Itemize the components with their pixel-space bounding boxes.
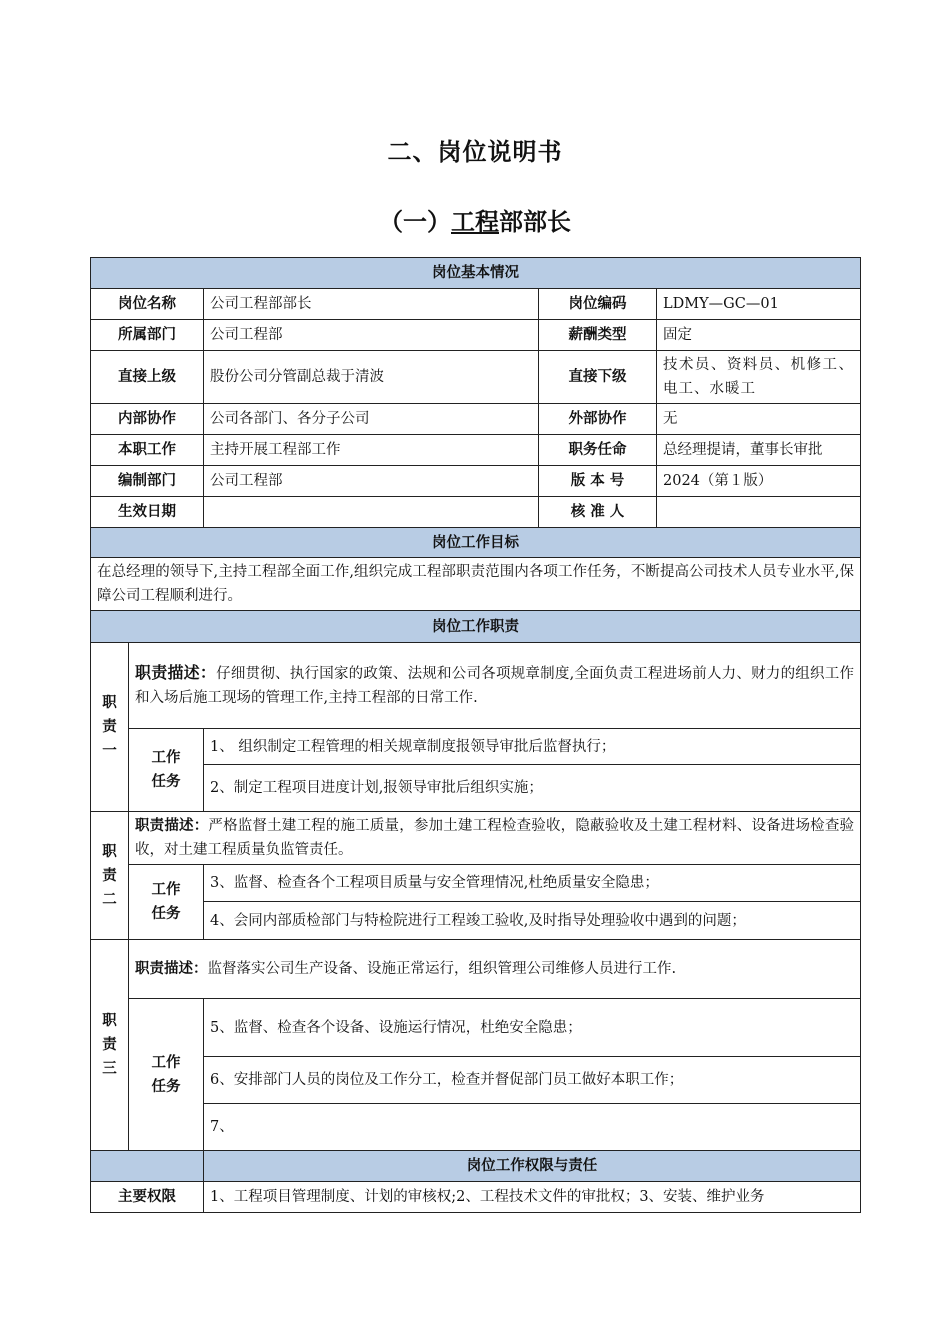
duty-description — [129, 940, 861, 999]
subtitle-suffix: 部部长 — [499, 208, 571, 236]
subtitle-department: 工程 — [451, 208, 499, 236]
task-label-text: 工作 任务 — [151, 882, 181, 922]
duty-label — [91, 940, 129, 1151]
basic-row — [91, 320, 861, 351]
task-label — [129, 729, 204, 812]
duty-description-row — [91, 643, 861, 729]
duty-task-row — [91, 865, 861, 902]
field-label: 职务任命 — [539, 435, 657, 466]
field-value: 公司工程部 — [204, 320, 539, 351]
duty-label-text: 职 责 三 — [102, 1013, 117, 1077]
duty-description-label: 职责描述： — [135, 818, 209, 834]
section-header-basic: 岗位基本情况 — [91, 258, 861, 289]
duty-task-row — [91, 765, 861, 812]
duty-description-row — [91, 812, 861, 865]
duty-description — [129, 812, 861, 865]
task-label — [129, 999, 204, 1151]
basic-row — [91, 289, 861, 320]
field-label: 内部协作 — [91, 404, 204, 435]
field-value — [657, 497, 861, 528]
duty-task: 2、制定工程项目进度计划,报领导审批后组织实施； — [204, 765, 861, 812]
duty-description-row — [91, 940, 861, 999]
duty-task: 7、 — [204, 1104, 861, 1151]
basic-row — [91, 466, 861, 497]
duty-description — [129, 643, 861, 729]
job-description-table — [90, 257, 861, 1213]
duty-description-label: 职责描述： — [135, 663, 217, 682]
section-header-goal: 岗位工作目标 — [91, 528, 861, 558]
field-value: 固定 — [657, 320, 861, 351]
authority-text: 1、工程项目管理制度、计划的审核权;2、工程技术文件的审批权；3、安装、维护业务 — [204, 1182, 861, 1213]
page-title: 二、岗位说明书 — [387, 138, 563, 166]
duty-task: 1、 组织制定工程管理的相关规章制度报领导审批后监督执行； — [204, 729, 861, 765]
duty-task-row — [91, 729, 861, 765]
duty-description-label: 职责描述： — [135, 961, 208, 977]
page-subtitle — [0, 202, 950, 237]
duty-description-text: 严格监督土建工程的施工质量，参加土建工程检查验收，隐蔽验收及土建工程材料、设备进场检查验收，对土建工程质量负监管责任。 — [135, 818, 855, 858]
basic-row — [91, 497, 861, 528]
duty-label-text: 职 责 一 — [102, 695, 117, 759]
duty-task-row — [91, 902, 861, 940]
section-header-duties: 岗位工作职责 — [91, 611, 861, 643]
duty-task-row — [91, 1057, 861, 1104]
field-value — [204, 497, 539, 528]
field-label: 岗位编码 — [539, 289, 657, 320]
field-value: 无 — [657, 404, 861, 435]
field-label: 编制部门 — [91, 466, 204, 497]
duty-task: 3、监督、检查各个工程项目质量与安全管理情况,杜绝质量安全隐患； — [204, 865, 861, 902]
duty-task-row — [91, 999, 861, 1057]
field-value: 总经理提请，董事长审批 — [657, 435, 861, 466]
task-label — [129, 865, 204, 940]
field-label: 生效日期 — [91, 497, 204, 528]
field-value: 公司工程部部长 — [204, 289, 539, 320]
basic-row — [91, 404, 861, 435]
field-value: 主持开展工程部工作 — [204, 435, 539, 466]
duty-description-text: 监督落实公司生产设备、设施正常运行，组织管理公司维修人员进行工作. — [207, 961, 677, 977]
field-label: 直接下级 — [539, 351, 657, 404]
field-value: LDMY—GC—01 — [657, 289, 861, 320]
field-value: 股份公司分管副总裁于清波 — [204, 351, 539, 404]
subtitle-prefix: （一） — [379, 208, 451, 236]
field-label: 直接上级 — [91, 351, 204, 404]
field-value: 公司工程部 — [204, 466, 539, 497]
duty-label — [91, 643, 129, 812]
field-value: 2024（第１版） — [657, 466, 861, 497]
field-label: 外部协作 — [539, 404, 657, 435]
section-header-blank — [91, 1151, 204, 1182]
field-label: 所属部门 — [91, 320, 204, 351]
field-label: 核 准 人 — [539, 497, 657, 528]
task-label-text: 工作 任务 — [151, 750, 181, 790]
basic-row — [91, 435, 861, 466]
duty-task: 5、监督、检查各个设备、设施运行情况，杜绝安全隐患； — [204, 999, 861, 1057]
authority-row — [91, 1182, 861, 1213]
duty-task: 4、会同内部质检部门与特检院进行工程竣工验收,及时指导处理验收中遇到的问题； — [204, 902, 861, 940]
section-header-authority: 岗位工作权限与责任 — [204, 1151, 861, 1182]
field-label: 本职工作 — [91, 435, 204, 466]
duty-description-text: 仔细贯彻、执行国家的政策、法规和公司各项规章制度,全面负责工程进场前人力、财力的组织工作和入场后施工现场的管理工作,主持工程部的日常工作. — [135, 666, 854, 706]
field-label: 版 本 号 — [539, 466, 657, 497]
duty-label — [91, 812, 129, 940]
duty-label-text: 职 责 二 — [102, 843, 117, 908]
task-label-text: 工作 任务 — [151, 1054, 181, 1095]
duty-task: 6、安排部门人员的岗位及工作分工，检查并督促部门员工做好本职工作； — [204, 1057, 861, 1104]
field-label: 岗位名称 — [91, 289, 204, 320]
field-label: 薪酬类型 — [539, 320, 657, 351]
field-value: 技术员、资料员、机修工、电工、水暖工 — [657, 351, 861, 404]
basic-row — [91, 351, 861, 404]
authority-label: 主要权限 — [91, 1182, 204, 1213]
goal-text: 在总经理的领导下,主持工程部全面工作,组织完成工程部职责范围内各项工作任务，不断提高公司技术人员专业水平,保障公司工程顺利进行。 — [91, 558, 861, 611]
duty-task-row — [91, 1104, 861, 1151]
field-value: 公司各部门、各分子公司 — [204, 404, 539, 435]
